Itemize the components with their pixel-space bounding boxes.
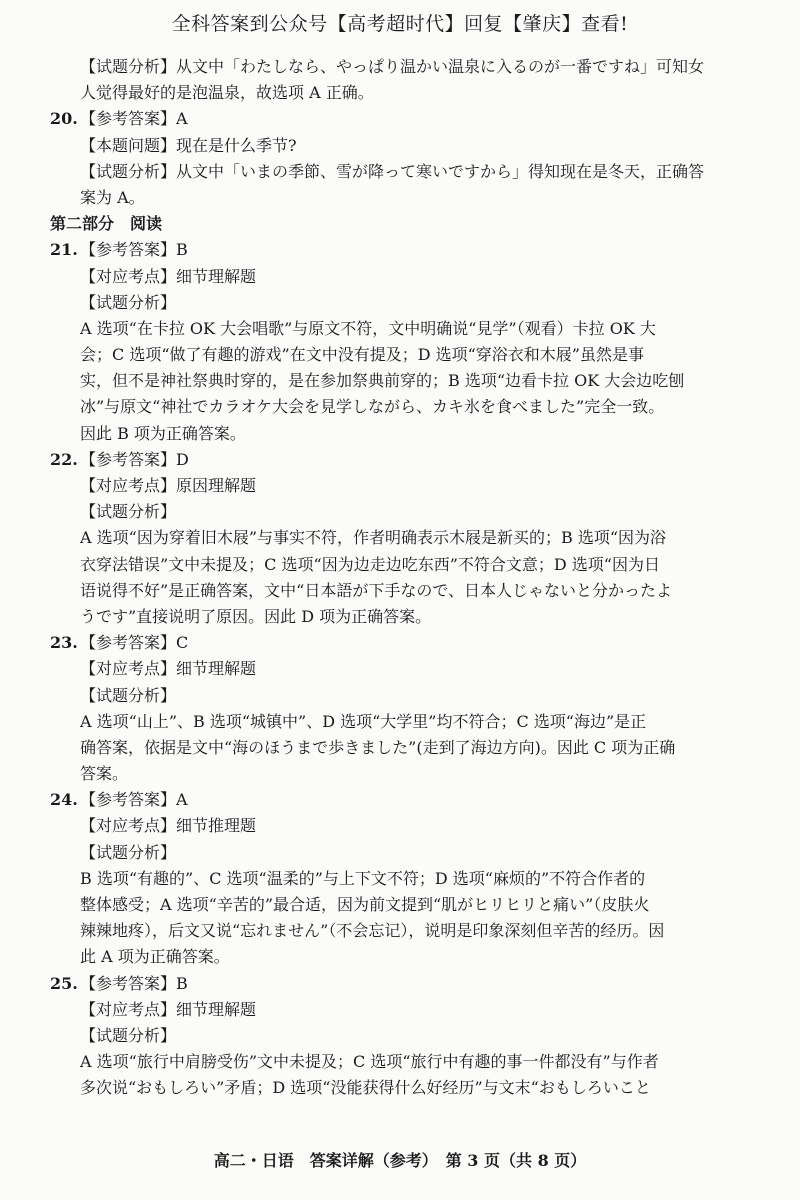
q23-analysis-line-3: 答案。	[80, 764, 129, 784]
q21-analysis-line-2: 会；C 选项“做了有趣的游戏”在文中没有提及；D 选项“穿浴衣和木屐”虽然是事	[80, 345, 644, 365]
q20-number: 20.	[50, 109, 78, 129]
q20-analysis-line-1: 【试题分析】从文中「いまの季節、雪が降って寒いですから」得知现在是冬天，正确答	[80, 161, 705, 181]
q21-analysis-line-5: 因此 B 项为正确答案。	[80, 423, 246, 443]
q22-answer: 【参考答案】D	[80, 449, 189, 469]
q23-answer-row	[50, 630, 750, 656]
q24-analysis-label: 【试题分析】	[80, 842, 177, 862]
q22-number: 22.	[50, 449, 78, 469]
q24-answer-row	[50, 787, 750, 813]
q21-point: 【对应考点】细节理解题	[80, 266, 257, 286]
q24-analysis-line-3: 辣辣地疼），后文又说“忘れません”（不会忘记），说明是印象深刻但辛苦的经历。因	[80, 921, 665, 941]
q21-analysis-label: 【试题分析】	[80, 292, 177, 312]
page-footer: 高二・日语 答案详解（参考） 第 3 页（共 8 页）	[213, 1151, 587, 1170]
q21-answer-row	[50, 237, 750, 263]
section-heading-reading: 第二部分 阅读	[50, 214, 163, 234]
q24-analysis-line-1: B 选项“有趣的”、C 选项“温柔的”与上下文不符；D 选项“麻烦的”不符合作者的	[80, 868, 646, 888]
q25-answer-row	[50, 971, 750, 997]
q25-analysis-line-2: 多次说“おもしろい”矛盾；D 选项“没能获得什么好经历”与文末“おもしろいこと	[80, 1078, 651, 1098]
q23-analysis-label: 【试题分析】	[80, 685, 177, 705]
q25-point: 【对应考点】细节理解题	[80, 999, 257, 1019]
q22-point: 【对应考点】原因理解题	[80, 476, 257, 495]
answer-content	[50, 54, 750, 1102]
q22-analysis-label: 【试题分析】	[80, 502, 177, 522]
q21-analysis-line-4: 冰”与原文“神社でカラオケ大会を見学しながら、カキ氷を食べました”完全一致。	[80, 397, 665, 417]
q24-number: 24.	[50, 790, 78, 810]
q21-answer: 【参考答案】B	[80, 240, 188, 260]
q19-analysis-line-1: 【试题分析】从文中「わたしなら、やっぱり温かい温泉に入るのが一番ですね」可知女	[80, 57, 705, 76]
q24-point: 【对应考点】细节推理题	[80, 816, 257, 836]
q25-analysis-line-1: A 选项“旅行中肩膀受伤”文中未提及；C 选项“旅行中有趣的事一件都没有”与作者	[80, 1052, 659, 1072]
q20-answer-row	[50, 106, 750, 132]
q20-answer: 【参考答案】A	[80, 109, 188, 129]
promo-banner: 全科答案到公众号【高考超时代】回复【肇庆】查看!	[171, 13, 629, 35]
q22-analysis-line-3: 语说得不好”是正确答案，文中“日本語が下手なので、日本人じゃないと分かったよ	[80, 580, 673, 600]
q22-analysis-line-1: A 选项“因为穿着旧木屐”与事实不符，作者明确表示木屐是新买的；B 选项“因为浴	[80, 528, 667, 548]
q21-analysis-line-1: A 选项“在卡拉 OK 大会唱歌”与原文不符，文中明确说“見学”（观看）卡拉 OK 大	[80, 318, 656, 338]
q19-analysis-line-2: 人觉得最好的是泡温泉，故选项 A 正确。	[80, 83, 374, 103]
q23-analysis-line-1: A 选项“山上”、B 选项“城镇中”、D 选项“大学里”均不符合；C 选项“海边”是正	[80, 711, 647, 731]
q20-analysis-line-2: 案为 A。	[80, 187, 145, 207]
q20-question: 【本题问题】现在是什么季节?	[80, 135, 297, 155]
q24-analysis-line-2: 整体感受；A 选项“辛苦的”最合适，因为前文提到“肌がヒリヒリと痛い”（皮肤火	[80, 895, 650, 914]
q22-analysis-line-4: うです”直接说明了原因。因此 D 项为正确答案。	[80, 606, 432, 626]
q21-analysis-line-3: 实，但不是神社祭典时穿的，是在参加祭典前穿的；B 选项“边看卡拉 OK 大会边吃刨	[80, 371, 685, 391]
q22-analysis-line-2: 衣穿法错误”文中未提及；C 选项“因为边走边吃东西”不符合文意；D 选项“因为日	[80, 554, 660, 574]
q25-number: 25.	[50, 973, 78, 993]
q25-answer: 【参考答案】B	[80, 973, 188, 993]
q23-point: 【对应考点】细节理解题	[80, 659, 257, 679]
q22-answer-row	[50, 447, 750, 473]
q25-analysis-label: 【试题分析】	[80, 1025, 177, 1045]
q23-answer: 【参考答案】C	[80, 633, 189, 653]
q21-number: 21.	[50, 240, 78, 260]
q24-analysis-line-4: 此 A 项为正确答案。	[80, 947, 230, 967]
q23-analysis-line-2: 确答案，依据是文中“海のほうまで歩きました”(走到了海边方向)。因此 C 项为正确	[80, 737, 676, 757]
q24-answer: 【参考答案】A	[80, 790, 188, 810]
q23-number: 23.	[50, 633, 78, 653]
